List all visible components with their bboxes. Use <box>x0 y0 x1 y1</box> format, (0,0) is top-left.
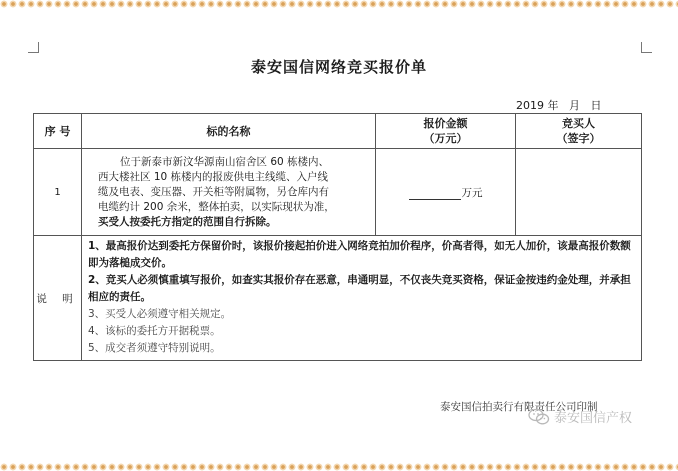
table-header-row <box>34 114 642 149</box>
note-item: 2、竞买人必须慎重填写报价，如查实其报价存在恶意，串通明显，不仅丧失竞买资格，保证金按违约金处理，并承担相应的责任。 <box>88 274 631 303</box>
page-corner-mark-right <box>641 42 652 53</box>
header-bid-amount: 报价金额 （万元） <box>376 114 516 149</box>
notes-label: 说 明 <box>34 236 82 361</box>
table-row <box>34 149 642 236</box>
bid-amount-field[interactable] <box>376 149 516 236</box>
amount-unit: 万元 <box>461 186 483 199</box>
note-item: 5、成交者须遵守特别说明。 <box>88 342 221 354</box>
notes-row <box>34 236 642 361</box>
row-seq: 1 <box>34 149 82 236</box>
wechat-logo-icon <box>528 408 550 426</box>
note-item: 1、最高报价达到委托方保留价时，该报价接起拍价进入网络竞拍加价程序，价高者得，如无人加价，该最高报价数额即为落槌成交价。 <box>88 240 631 269</box>
amount-blank-line[interactable] <box>409 187 461 200</box>
date-line: 2019 年 月 日 <box>516 99 602 112</box>
watermark-text: 泰安国信产权 <box>554 411 633 426</box>
header-seq: 序 号 <box>34 114 82 149</box>
header-bidder: 竞买人 （签字） <box>516 114 642 149</box>
bidder-signature-field[interactable] <box>516 149 642 236</box>
note-item: 3、买受人必须遵守相关规定。 <box>88 308 232 320</box>
decorative-border-top <box>0 0 678 8</box>
printer-footer: 泰安国信拍卖行有限责任公司印制 <box>440 401 598 413</box>
header-item-name: 标的名称 <box>82 114 376 149</box>
notes-content <box>82 236 642 361</box>
bid-table <box>33 113 642 361</box>
note-item: 4、该标的委托方开据税票。 <box>88 325 221 337</box>
item-description: 位于新泰市新汶华源南山宿舍区 60 栋楼内、 西大楼社区 10 栋楼内的报废供电主线缆、入户线 缆及电表、变压器、开关柜等附属物，另仓库内有 电缆约计 200 余米，整体拍卖，以实际现状为准， 买受人按委托方指定的范围自行拆除。 <box>82 149 376 236</box>
watermark <box>528 407 632 426</box>
decorative-border-bottom <box>0 463 678 471</box>
document-title: 泰安国信网络竞买报价单 <box>250 58 427 76</box>
page-corner-mark-left <box>28 42 39 53</box>
